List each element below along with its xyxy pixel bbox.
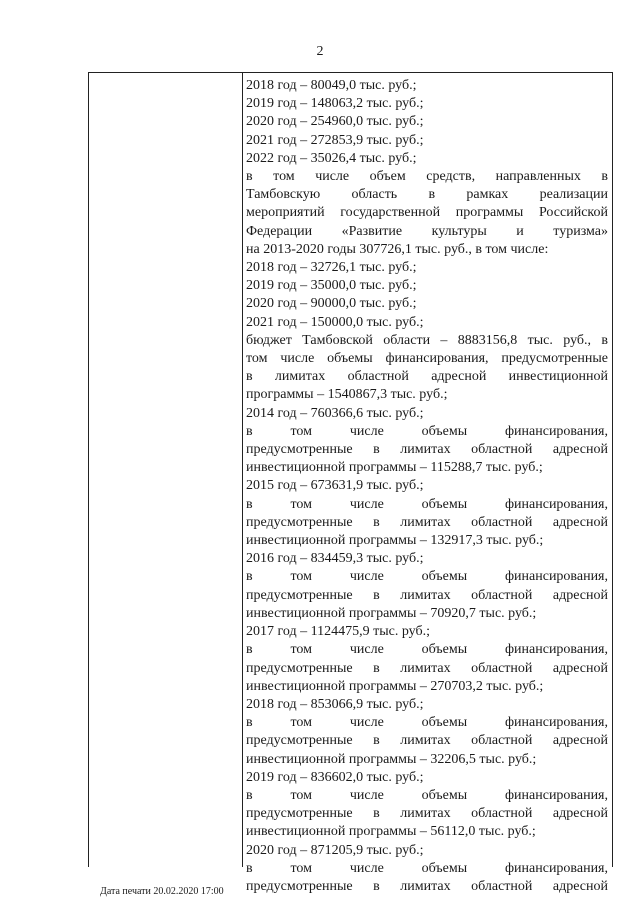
text-line: 2014 год – 760366,6 тыс. руб.;	[246, 405, 424, 421]
page-number: 2	[316, 44, 324, 59]
text-line: программы – 1540867,3 тыс. руб.;	[246, 387, 448, 403]
text-line: бюджет Тамбовской области – 8883156,8 тыс. руб., в	[246, 332, 608, 348]
text-line: в том числе объемы финансирования,	[246, 642, 608, 658]
text-line: в том числе объемы финансирования,	[246, 496, 608, 512]
funding-details-cell	[246, 77, 608, 896]
text-line: 2021 год – 150000,0 тыс. руб.;	[246, 314, 424, 330]
text-line: 2017 год – 1124475,9 тыс. руб.;	[246, 624, 430, 640]
text-line: Тамбовскую область в рамках реализации	[246, 187, 608, 203]
text-line: инвестиционной программы – 115288,7 тыс. руб.;	[246, 460, 543, 476]
text-line: предусмотренные в лимитах областной адресной	[246, 733, 608, 749]
text-line: 2022 год – 35026,4 тыс. руб.;	[246, 150, 417, 166]
text-line: инвестиционной программы – 270703,2 тыс. руб.;	[246, 678, 544, 694]
text-line: предусмотренные в лимитах областной адресной	[246, 587, 608, 603]
text-line: в том числе объемы финансирования,	[246, 860, 608, 876]
text-line: в том числе объемы финансирования,	[246, 787, 608, 803]
text-line: мероприятий государственной программы Российской	[246, 205, 608, 221]
text-line: 2020 год – 871205,9 тыс. руб.;	[246, 842, 424, 858]
column-divider	[242, 73, 243, 867]
text-line: 2015 год – 673631,9 тыс. руб.;	[246, 478, 424, 494]
text-line: 2021 год – 272853,9 тыс. руб.;	[246, 132, 424, 148]
text-line: предусмотренные в лимитах областной адресной	[246, 878, 608, 894]
text-line: 2018 год – 80049,0 тыс. руб.;	[246, 78, 417, 93]
text-line: 2018 год – 32726,1 тыс. руб.;	[246, 260, 417, 276]
text-line: 2019 год – 35000,0 тыс. руб.;	[246, 278, 417, 294]
text-line: 2020 год – 254960,0 тыс. руб.;	[246, 114, 424, 130]
text-line: предусмотренные в лимитах областной адресной	[246, 514, 608, 530]
text-line: Федерации «Развитие культуры и туризма»	[246, 223, 608, 239]
text-line: 2018 год – 853066,9 тыс. руб.;	[246, 696, 424, 712]
text-line: в том числе объемы финансирования,	[246, 569, 608, 585]
text-line: инвестиционной программы – 132917,3 тыс. руб.;	[246, 533, 544, 549]
text-line: 2016 год – 834459,3 тыс. руб.;	[246, 551, 424, 567]
text-line: том числе объемы финансирования, предусмотренные	[246, 351, 608, 367]
text-line: инвестиционной программы – 70920,7 тыс. руб.;	[246, 605, 537, 621]
text-line: предусмотренные в лимитах областной адресной	[246, 806, 608, 822]
text-line: 2020 год – 90000,0 тыс. руб.;	[246, 296, 417, 312]
print-date: Дата печати 20.02.2020 17:00	[100, 886, 224, 897]
text-line: в том числе объем средств, направленных в	[246, 169, 608, 185]
text-line: инвестиционной программы – 32206,5 тыс. руб.;	[246, 751, 537, 767]
text-line: инвестиционной программы – 56112,0 тыс. руб.;	[246, 824, 536, 840]
text-line: в том числе объемы финансирования,	[246, 423, 608, 439]
text-line: 2019 год – 836602,0 тыс. руб.;	[246, 769, 424, 785]
text-line: 2019 год – 148063,2 тыс. руб.;	[246, 96, 424, 112]
text-line: предусмотренные в лимитах областной адресной	[246, 442, 608, 458]
text-line: в лимитах областной адресной инвестиционной	[246, 369, 608, 385]
text-line: предусмотренные в лимитах областной адресной	[246, 660, 608, 676]
text-line: на 2013-2020 годы 307726,1 тыс. руб., в том числе:	[246, 241, 549, 257]
text-line: в том числе объемы финансирования,	[246, 715, 608, 731]
